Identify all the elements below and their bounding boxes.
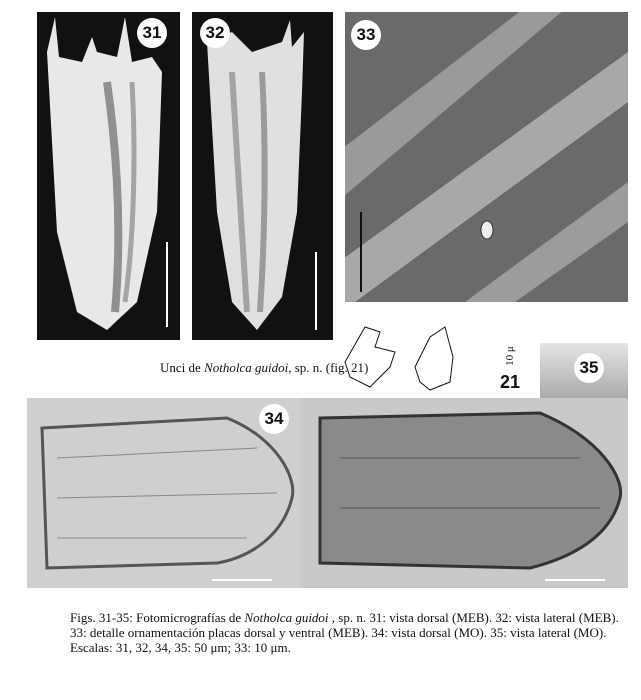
panel-number: 34	[259, 404, 289, 434]
panel-number: 32	[200, 18, 230, 48]
uncinal-caption	[160, 360, 368, 376]
figure-31-dorsal-sem	[37, 12, 180, 340]
lorica-dorsal-lm-image	[27, 398, 300, 588]
figure-32-lateral-sem	[192, 12, 333, 340]
panel-number: 33	[351, 20, 381, 50]
figure-35-label-tab	[540, 343, 628, 399]
figure-35-lateral-lm	[300, 398, 628, 588]
uncinal-species: Notholca guidoi	[204, 360, 289, 375]
uncinal-drawing	[335, 322, 465, 392]
caption-prefix: Figs. 31-35: Fotomicrografías de	[70, 610, 245, 625]
caption-species: Notholca guidoi	[244, 610, 329, 625]
figure-33-ornamentation-sem	[345, 12, 628, 302]
lorica-lateral-lm-image	[300, 398, 628, 588]
figure-21-label: 21	[500, 372, 521, 392]
scale-bar-label: 10 μ	[503, 346, 516, 366]
panel-number: 31	[137, 18, 167, 48]
uncinal-suffix: , sp. n. (fig. 21)	[288, 360, 369, 375]
figure-34-dorsal-lm	[27, 398, 300, 588]
ornamentation-texture-image	[345, 12, 628, 302]
lorica-dorsal-image	[37, 12, 180, 340]
panel-number: 35	[574, 353, 604, 383]
uncinal-prefix: Unci de	[160, 360, 205, 375]
figure-caption	[70, 610, 630, 655]
lorica-lateral-image	[192, 12, 333, 340]
caption-text: , sp. n. 31: vista dorsal (MEB). 32: vista lateral (MEB). 33: detalle ornamentación placas dorsal y ventral (MEB). 34: vista dorsal (MO). 35: vista lateral (MO). Escalas: 31, 32, 34, 35: 50 μm; 33: 10 μm.	[70, 610, 619, 655]
